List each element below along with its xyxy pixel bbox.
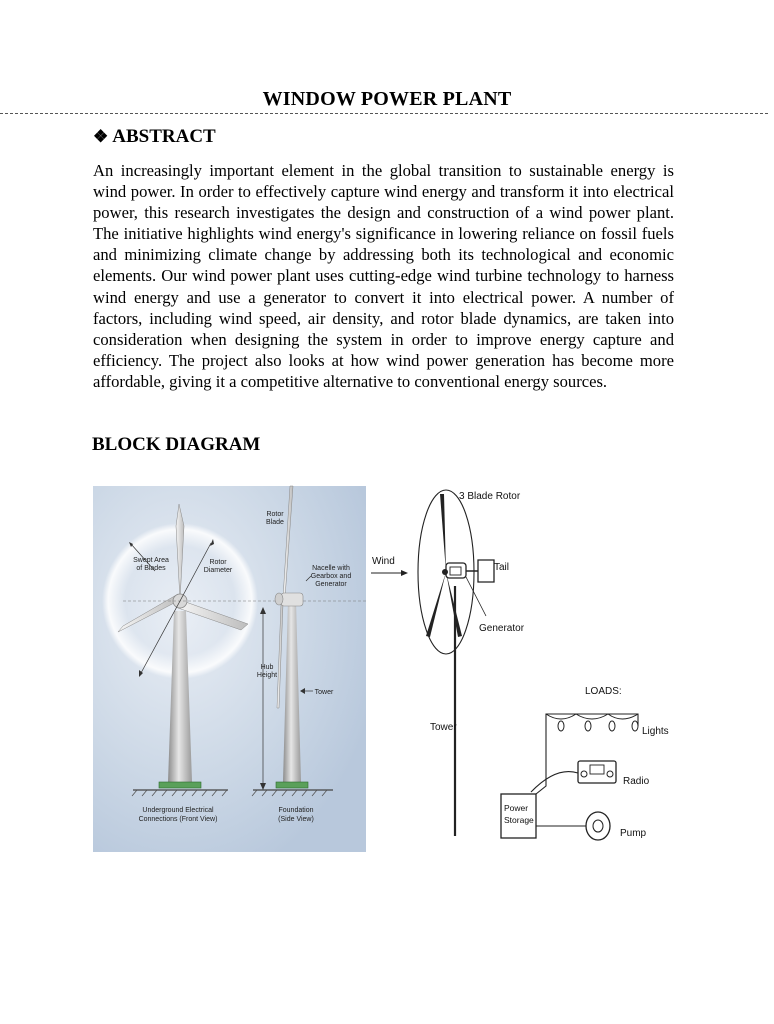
turbine-anatomy-figure [93,486,366,852]
power-storage-label: Power Storage [504,803,534,825]
tail-label: Tail [494,562,510,573]
front-foundation [159,782,201,788]
pump-icon [586,812,610,840]
abstract-heading-text: ABSTRACT [112,126,216,147]
tail-fin [478,560,494,582]
tower-label: Tower [314,689,334,696]
wind-system-figure [366,486,669,852]
nacelle-label: Nacelle with Gearbox and Generator [310,565,352,588]
lights-label: Lights [642,726,669,737]
block-diagram-heading: BLOCK DIAGRAM [92,434,261,455]
diamond-bullet-icon: ❖ [93,127,109,146]
pump-label: Pump [620,828,647,839]
nacelle [281,593,303,606]
radio-label: Radio [623,776,650,787]
underground-label: Underground Electrical Connections (Front View) [138,807,218,823]
foundation-label: Foundation (Side View) [278,807,314,823]
rotor-label: 3 Blade Rotor [459,491,521,502]
wind-label: Wind [372,556,395,567]
dashed-divider [0,113,768,114]
document-title: WINDOW POWER PLANT [262,88,512,110]
abstract-paragraph: An increasingly important element in the global transition to sustainable energy is wind power. In order to effectively capture wind energy and transform it into electrical power, this research investigates the design and construction of a wind power plant. The initiative highlights wind energy's significance in lowering reliance on fossil fuels and minimizing climate change by addressing both its technological and economic elements. Our wind power plant uses cutting-edge wind turbine technology to harness wind energy and use a generator to convert it into electrical power. A number of factors, including wind speed, air density, and rotor blade dynamics, are taken into consideration when designing the system in order to improve energy capture and efficiency. The project also looks at how wind power generation has become more affordable, giving it a competitive alternative to conventional energy sources. [93,161,674,391]
abstract-heading [93,126,216,148]
rotor-blade-label: Rotor Blade [266,511,284,526]
generator-label: Generator [479,623,525,634]
side-foundation [276,782,308,788]
hub-height-label: Hub Height [256,664,278,679]
swept-area-label: Swept Area of Blades [133,557,169,572]
rotor-diameter-label: Rotor Diameter [203,559,233,574]
loads-label: LOADS: [585,686,622,697]
tower-label-system: Tower [430,722,457,733]
